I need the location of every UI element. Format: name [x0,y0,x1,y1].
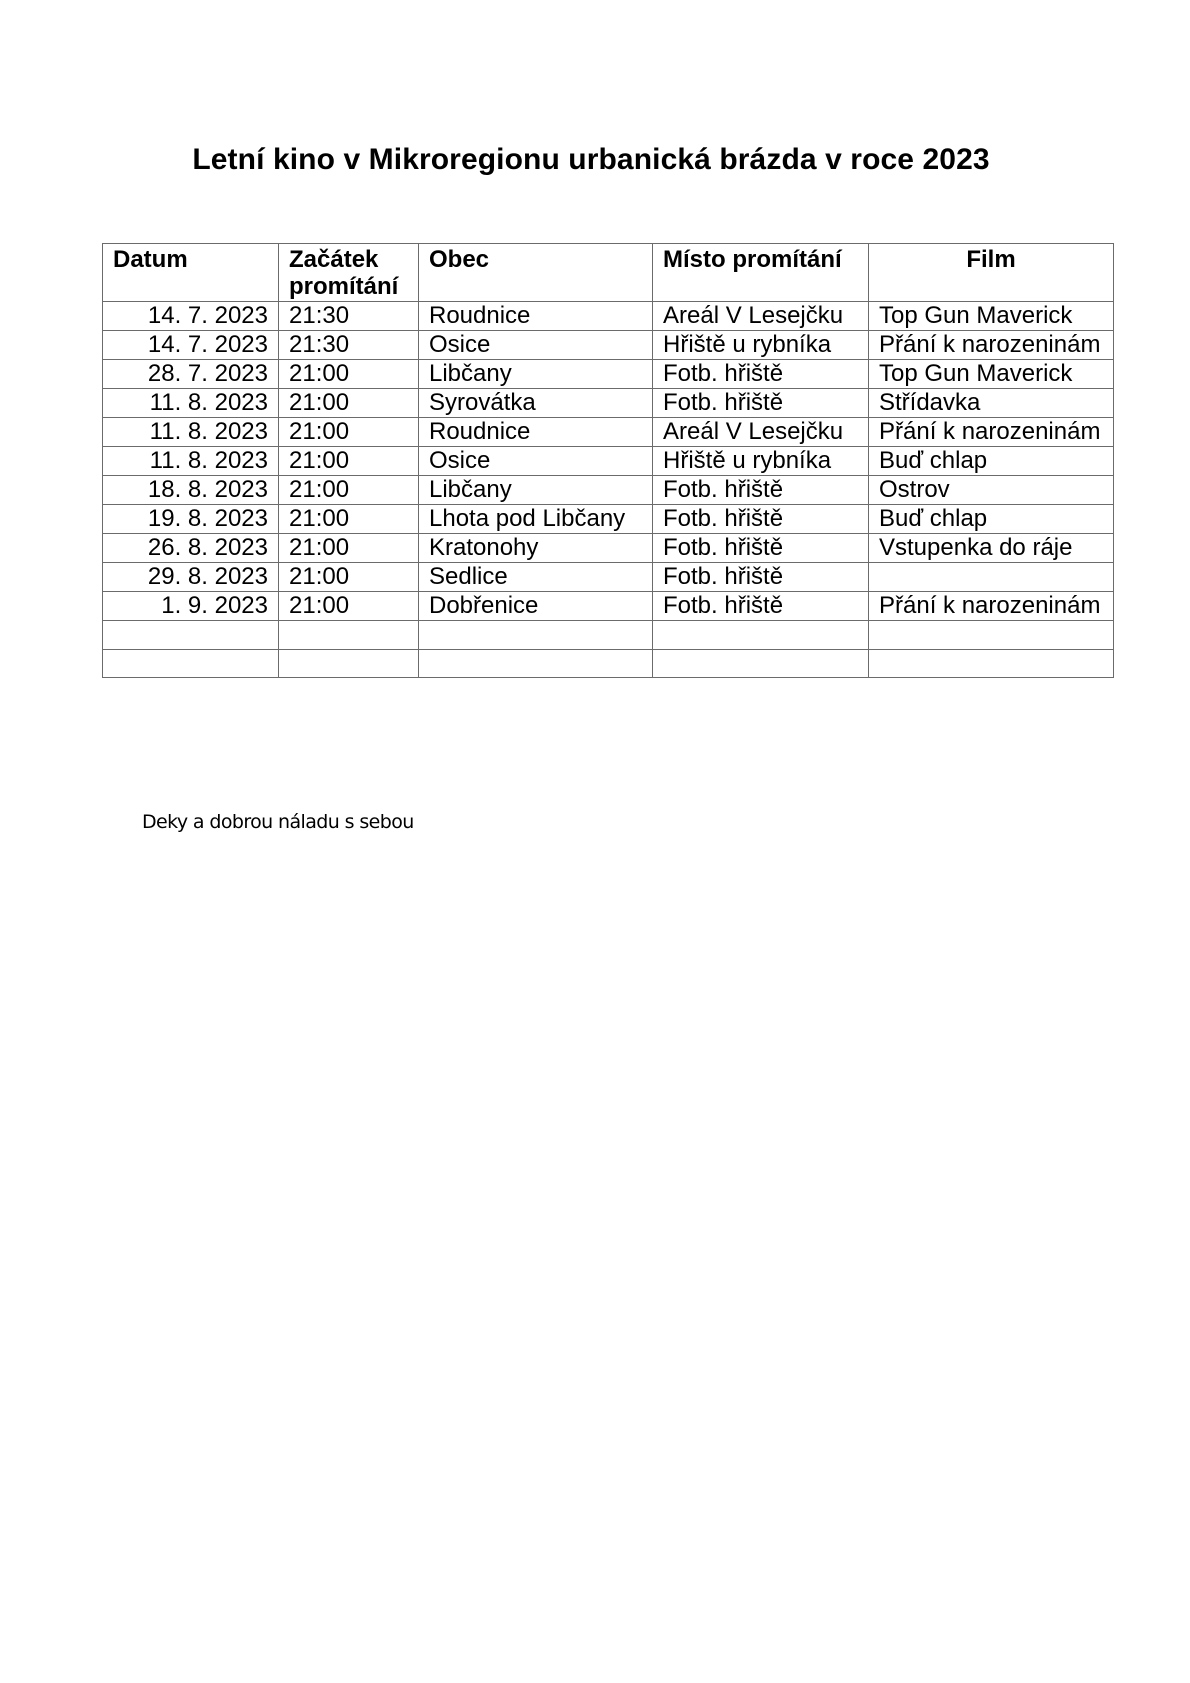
cell-start: 21:00 [279,476,419,505]
cell-film [869,649,1114,678]
cell-film: Top Gun Maverick [869,302,1114,331]
cell-village: Dobřenice [419,592,653,621]
cell-film: Ostrov [869,476,1114,505]
cell-film: Buď chlap [869,447,1114,476]
cell-village: Lhota pod Libčany [419,505,653,534]
cell-start [279,621,419,650]
cell-place: Fotb. hřiště [653,505,869,534]
cell-film: Přání k narozeninám [869,592,1114,621]
table-row [103,563,1114,592]
cell-film: Vstupenka do ráje [869,534,1114,563]
cell-date: 18. 8. 2023 [103,476,279,505]
footnote: Deky a dobrou náladu s sebou [142,811,414,833]
table-row [103,302,1114,331]
table-row-empty [103,621,1114,650]
cell-place: Fotb. hřiště [653,389,869,418]
table-row [103,534,1114,563]
cell-film [869,621,1114,650]
cell-start: 21:00 [279,563,419,592]
cell-village: Libčany [419,476,653,505]
header-start: Začátek promítání [279,244,419,302]
table-row [103,360,1114,389]
cell-place: Areál V Lesejčku [653,418,869,447]
header-date: Datum [103,244,279,302]
cell-date: 11. 8. 2023 [103,447,279,476]
cell-date [103,621,279,650]
cell-village: Syrovátka [419,389,653,418]
cell-village: Kratonohy [419,534,653,563]
cell-place: Areál V Lesejčku [653,302,869,331]
table-row [103,389,1114,418]
cell-village: Osice [419,331,653,360]
table-header-row [103,244,1114,302]
cell-place: Fotb. hřiště [653,592,869,621]
cell-village: Libčany [419,360,653,389]
cell-village: Sedlice [419,563,653,592]
cell-start [279,649,419,678]
cell-start: 21:00 [279,447,419,476]
cell-village [419,621,653,650]
cell-start: 21:00 [279,389,419,418]
cell-film: Top Gun Maverick [869,360,1114,389]
cell-place: Fotb. hřiště [653,476,869,505]
table-row [103,418,1114,447]
cell-film: Přání k narozeninám [869,331,1114,360]
screening-schedule-table [102,243,1114,678]
cell-date: 11. 8. 2023 [103,389,279,418]
cell-place [653,649,869,678]
header-place: Místo promítání [653,244,869,302]
cell-start: 21:00 [279,592,419,621]
header-village: Obec [419,244,653,302]
cell-village [419,649,653,678]
cell-film: Buď chlap [869,505,1114,534]
cell-date: 28. 7. 2023 [103,360,279,389]
table-row [103,447,1114,476]
cell-date: 1. 9. 2023 [103,592,279,621]
cell-place [653,621,869,650]
cell-date: 14. 7. 2023 [103,331,279,360]
table-row [103,505,1114,534]
cell-start: 21:30 [279,331,419,360]
cell-place: Fotb. hřiště [653,360,869,389]
cell-village: Osice [419,447,653,476]
cell-date: 26. 8. 2023 [103,534,279,563]
cell-place: Fotb. hřiště [653,534,869,563]
cell-place: Hřiště u rybníka [653,331,869,360]
cell-village: Roudnice [419,418,653,447]
cell-start: 21:00 [279,360,419,389]
cell-date: 11. 8. 2023 [103,418,279,447]
cell-place: Hřiště u rybníka [653,447,869,476]
cell-start: 21:00 [279,505,419,534]
cell-film: Střídavka [869,389,1114,418]
header-film: Film [869,244,1114,302]
table-row [103,476,1114,505]
page-title [0,142,1190,178]
cell-date: 29. 8. 2023 [103,563,279,592]
cell-date [103,649,279,678]
table-row [103,331,1114,360]
table-row [103,592,1114,621]
cell-start: 21:30 [279,302,419,331]
cell-date: 14. 7. 2023 [103,302,279,331]
cell-film [869,563,1114,592]
cell-date: 19. 8. 2023 [103,505,279,534]
cell-film: Přání k narozeninám [869,418,1114,447]
cell-place: Fotb. hřiště [653,563,869,592]
cell-village: Roudnice [419,302,653,331]
page-title-text: Letní kino v Mikroregionu urbanická brázda v roce 2023 [192,143,990,176]
cell-start: 21:00 [279,534,419,563]
cell-start: 21:00 [279,418,419,447]
table-row-empty [103,649,1114,678]
